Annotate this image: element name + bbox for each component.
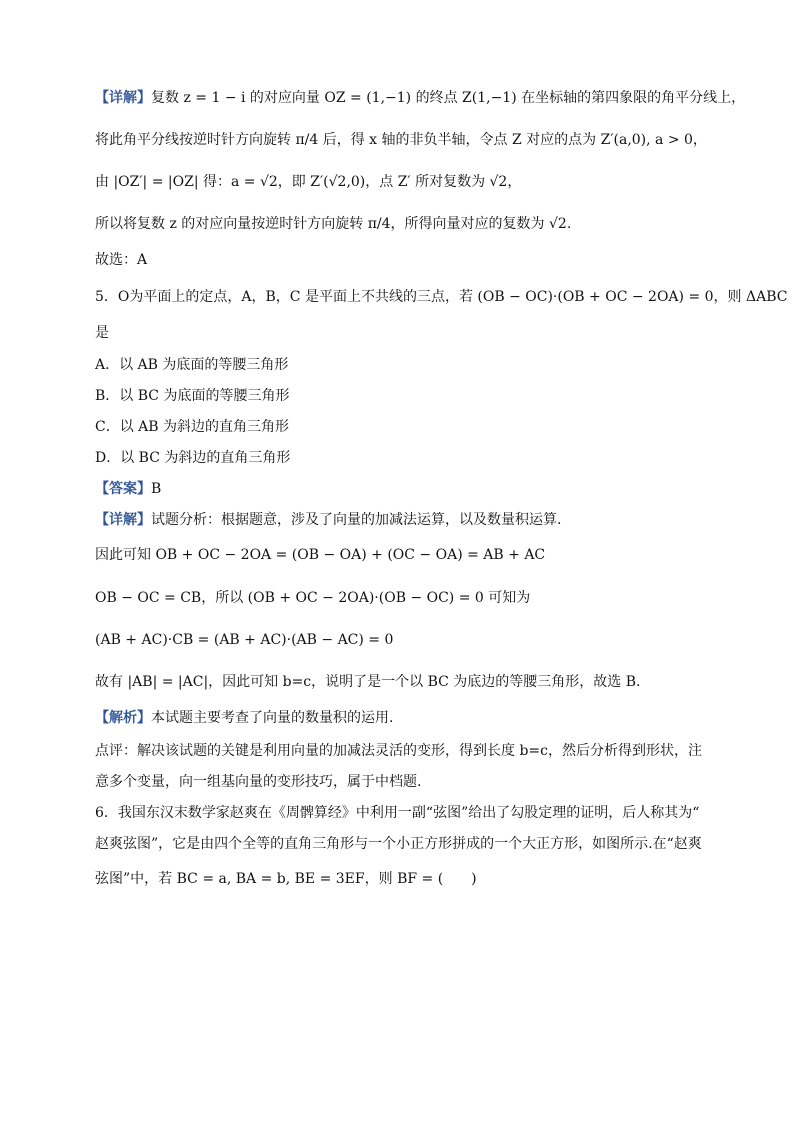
answer-choice-line: [95, 251, 147, 269]
question-5-stem-cont: [95, 324, 109, 342]
question-6-line-1: [95, 804, 699, 822]
line-text: 5．O为平面上的定点，A，B，C 是平面上不共线的三点，若 (OB − OC)·(OB + OC − 2OA) = 0，则 ΔABC: [95, 289, 788, 305]
line-text: 故选：A: [95, 252, 148, 268]
line-text: 本试题主要考查了向量的数量积的运用.: [151, 710, 394, 726]
solution-line-2: [95, 131, 707, 149]
derivation-line-4: [95, 673, 641, 691]
line-text: OB − OC = CB，所以 (OB + OC − 2OA)·(OB − OC) = 0 可知为: [95, 590, 531, 606]
line-text: B: [151, 481, 162, 497]
question-6-line-3: [95, 870, 477, 888]
solution-line-3: [95, 173, 521, 191]
line-text: B．以 BC 为底面的等腰三角形: [95, 388, 290, 404]
option-d: [95, 449, 290, 467]
answer-tag: 【答案】: [95, 481, 151, 497]
line-text: 点评：解决该试题的关键是利用向量的加减法灵活的变形，得到长度 b=c，然后分析得到形状，注: [95, 743, 702, 759]
line-text: A．以 AB 为底面的等腰三角形: [95, 357, 289, 373]
line-text: 赵爽弦图”，它是由四个全等的直角三角形与一个小正方形拼成的一个大正方形，如图所示.在“赵爽: [95, 836, 702, 852]
line-text: D．以 BC 为斜边的直角三角形: [95, 450, 291, 466]
question-6-line-2: [95, 835, 702, 853]
comment-line-2: [95, 773, 421, 791]
line-text: C．以 AB 为斜边的直角三角形: [95, 419, 290, 435]
option-c: [95, 418, 289, 436]
solution-line-1: [95, 89, 745, 107]
analysis-line: [95, 709, 393, 727]
comment-line-1: [95, 742, 702, 760]
line-text: 将此角平分线按逆时针方向旋转 π/4 后，得 x 轴的非负半轴，令点 Z 对应的点为 Z′(a,0), a > 0，: [95, 132, 707, 148]
line-text: (AB + AC)·CB = (AB + AC)·(AB − AC) = 0: [95, 632, 394, 648]
derivation-line-3: [95, 631, 393, 649]
detail-tag: 【详解】: [95, 90, 151, 106]
line-text: 由 |OZ′| = |OZ| 得：a = √2，即 Z′(√2,0)，点 Z′ 所对复数为 √2，: [95, 174, 522, 190]
line-text: 故有 |AB| = |AC|，因此可知 b=c，说明了是一个以 BC 为底边的等腰三角形，故选 B.: [95, 674, 641, 690]
line-text: 复数 z = 1 − i 的对应向量 OZ = (1,−1) 的终点 Z(1,−1) 在坐标轴的第四象限的角平分线上，: [151, 90, 746, 106]
detail-tag: 【详解】: [95, 512, 151, 528]
line-text: 试题分析：根据题意，涉及了向量的加减法运算，以及数量积运算.: [151, 512, 562, 528]
answer-line: [95, 480, 161, 498]
option-a: [95, 356, 288, 374]
line-text: 6．我国东汉末数学家赵爽在《周髀算经》中利用一副“弦图”给出了勾股定理的证明，后人称其为“: [95, 805, 700, 821]
detail-line: [95, 511, 561, 529]
line-text: 意多个变量，向一组基向量的变形技巧，属于中档题.: [95, 774, 422, 790]
analysis-tag: 【解析】: [95, 710, 151, 726]
line-text: 因此可知 OB + OC − 2OA = (OB − OA) + (OC − OA) = AB + AC: [95, 547, 546, 563]
question-5-stem: [95, 288, 787, 306]
derivation-line-1: [95, 546, 545, 564]
solution-line-4: [95, 215, 571, 233]
option-b: [95, 387, 289, 405]
line-text: 所以将复数 z 的对应向量按逆时针方向旋转 π/4，所得向量对应的复数为 √2.: [95, 216, 572, 232]
line-text: 是: [95, 325, 109, 341]
line-text: 弦图”中，若 BC = a, BA = b, BE = 3EF，则 BF = ( ): [95, 871, 477, 887]
derivation-line-2: [95, 589, 530, 607]
